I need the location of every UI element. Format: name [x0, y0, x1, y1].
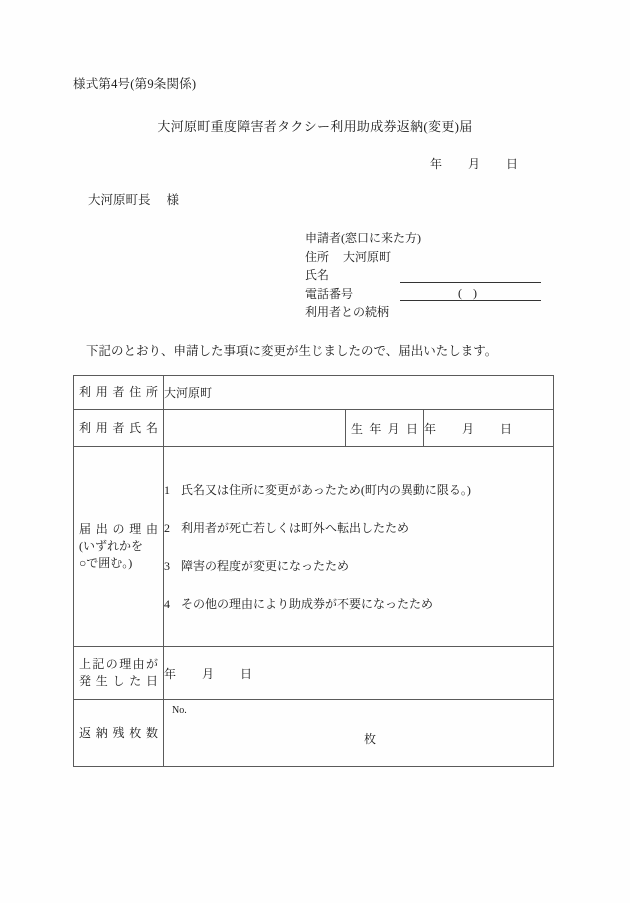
dob-label-cell: [346, 410, 424, 447]
form-number: 様式第4号(第9条関係): [73, 77, 197, 91]
applicant-phone-paren: ( ): [458, 285, 481, 300]
applicant-block: [305, 229, 481, 322]
applicant-name-label: 氏名: [305, 268, 330, 282]
reason-option-1[interactable]: [164, 482, 553, 498]
occurrence-year-label: 年: [164, 666, 177, 681]
applicant-phone-label: 電話番号: [305, 286, 354, 301]
page-title: 大河原町重度障害者タクシー利用助成券返納(変更)届: [157, 119, 473, 134]
reason-option-4-text: その他の理由により助成券が不要になったため: [181, 596, 434, 611]
reason-label-line2: (いずれかを: [79, 539, 143, 553]
reason-options-cell: [164, 447, 554, 647]
reason-option-1-text: 氏名又は住所に変更があったため(町内の異動に限る。): [181, 482, 471, 497]
form-table: [73, 375, 554, 767]
user-name-value-cell[interactable]: [164, 410, 346, 447]
dob-label: 生年月日: [351, 421, 418, 436]
table-row-reason: [74, 447, 554, 647]
reason-label-line3: ○で囲む。): [79, 556, 133, 570]
reason-option-2-number: 2: [164, 520, 170, 535]
user-name-label: 利用者氏名: [79, 420, 158, 435]
reason-option-2-text: 利用者が死亡若しくは町外へ転出したため: [181, 520, 410, 535]
occurrence-label-line1: 上記の理由が: [79, 657, 158, 671]
occurrence-date-cell[interactable]: [164, 647, 554, 700]
reason-option-3[interactable]: [164, 558, 553, 574]
occurrence-label-cell: [74, 647, 164, 700]
reason-option-1-number: 1: [164, 482, 170, 497]
date-year-label: 年: [430, 157, 443, 171]
date-day-label: 日: [506, 157, 519, 171]
applicant-address-row: [305, 248, 421, 267]
submission-date-line: [430, 155, 518, 172]
occurrence-day-label: 日: [240, 666, 253, 681]
returned-label: 返納残枚数: [79, 725, 158, 740]
returned-number-prefix: No.: [172, 705, 187, 716]
occurrence-label-line2: 発生した日: [79, 674, 158, 688]
applicant-heading: 申請者(窓口に来た方): [305, 231, 421, 245]
addressee-name: 大河原町長: [88, 193, 151, 207]
addressee: [88, 190, 179, 208]
addressee-honorific: 様: [166, 193, 180, 207]
reason-option-4-number: 4: [164, 596, 170, 611]
user-address-value: 大河原町: [164, 386, 213, 400]
dob-date-line: [424, 422, 512, 436]
reason-label-line1: 届出の理由: [79, 522, 158, 536]
table-row-user-name: [74, 410, 554, 447]
table-row-returned-count: [74, 700, 554, 767]
reason-option-4[interactable]: [164, 596, 553, 612]
applicant-address-label: 住所: [305, 249, 330, 264]
dob-value-cell[interactable]: [424, 410, 554, 447]
occurrence-month-label: 月: [202, 666, 215, 681]
applicant-name-input[interactable]: [400, 269, 541, 283]
table-row-occurrence-date: [74, 647, 554, 700]
applicant-relation-label: 利用者との続柄: [305, 305, 390, 319]
dob-day-label: 日: [500, 421, 513, 436]
applicant-address-value: 大河原町: [343, 249, 392, 264]
user-address-value-cell[interactable]: [164, 376, 554, 410]
dob-year-label: 年: [424, 421, 437, 436]
date-month-label: 月: [468, 157, 481, 171]
table-row-user-address: [74, 376, 554, 410]
user-name-label-cell: [74, 410, 164, 447]
applicant-heading-row: [305, 229, 421, 248]
user-address-label: 利用者住所: [79, 385, 158, 399]
reason-option-3-number: 3: [164, 558, 170, 573]
reason-option-2[interactable]: [164, 520, 553, 536]
returned-label-cell: [74, 700, 164, 767]
applicant-relation-row: [305, 303, 421, 322]
user-address-label-cell: [74, 376, 164, 410]
dob-month-label: 月: [462, 421, 475, 436]
applicant-phone-row: [305, 285, 481, 304]
lead-text: 下記のとおり、申請した事項に変更が生じましたので、届出いたします。: [86, 344, 498, 358]
reason-option-3-text: 障害の程度が変更になったため: [181, 558, 350, 573]
applicant-phone-input[interactable]: [400, 287, 541, 301]
returned-unit-label: 枚: [364, 732, 377, 746]
applicant-name-row: [305, 266, 421, 285]
reason-label-cell: [74, 447, 164, 647]
returned-count-cell[interactable]: [164, 700, 554, 767]
